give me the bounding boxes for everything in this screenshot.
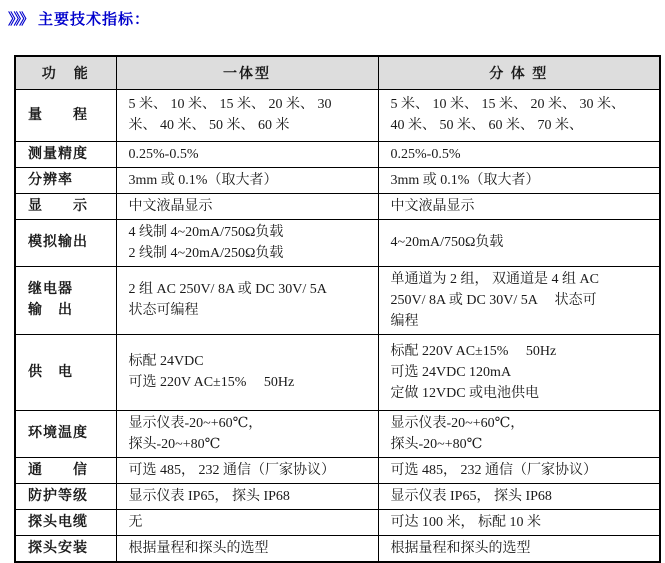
row-label-text: 通 信 xyxy=(28,462,88,478)
cell-text: 探头-20~+80℃ xyxy=(128,436,221,452)
cell-text: 标配 24VDC xyxy=(128,354,204,369)
row-label-text: 探头电缆 xyxy=(28,514,88,530)
cell-split xyxy=(378,457,660,483)
cell-text: 可选 24VDC 120mA xyxy=(390,364,512,380)
row-label xyxy=(15,193,116,219)
cell-text: 探头-20~+80℃ xyxy=(390,436,483,452)
row-label-text: 量 程 xyxy=(28,107,88,123)
header-integrated: 一体型 xyxy=(116,56,378,89)
cell-integrated xyxy=(116,141,378,167)
cell-integrated xyxy=(116,410,378,457)
spec-table xyxy=(14,55,661,563)
cell-integrated xyxy=(116,89,378,141)
cell-text: 根据量程和探头的选型 xyxy=(390,540,531,556)
cell-text: 40 米、 50 米、 60 米、 70 米、 xyxy=(390,118,583,133)
cell-integrated xyxy=(116,483,378,509)
row-label-text: 模拟输出 xyxy=(28,235,88,250)
table-header-row xyxy=(15,56,660,89)
row-label-text: 显 示 xyxy=(28,198,88,214)
row-label xyxy=(15,509,116,535)
row-label xyxy=(15,219,116,266)
row-label xyxy=(15,410,116,457)
table-row-relay-output xyxy=(15,266,660,334)
row-label xyxy=(15,457,116,483)
cell-split xyxy=(378,193,660,219)
cell-text: 0.25%-0.5% xyxy=(128,146,199,162)
cell-integrated xyxy=(116,535,378,562)
cell-split xyxy=(378,266,660,334)
row-label xyxy=(15,334,116,410)
cell-text: 无 xyxy=(128,514,143,530)
row-label-text: 分辨率 xyxy=(28,172,73,188)
row-label-text: 测量精度 xyxy=(28,146,88,162)
row-label xyxy=(15,89,116,141)
cell-split xyxy=(378,89,660,141)
cell-text: 4~20mA/750Ω负载 xyxy=(390,235,504,250)
table-row-power-supply xyxy=(15,334,660,410)
cell-split xyxy=(378,535,660,562)
cell-text: 显示仪表-20~+60℃， xyxy=(390,415,525,431)
cell-text: 5 米、 10 米、 15 米、 20 米、 30 xyxy=(128,97,332,112)
cell-split xyxy=(378,509,660,535)
cell-split xyxy=(378,410,660,457)
table-row-ambient-temp xyxy=(15,410,660,457)
cell-text: 5 米、 10 米、 15 米、 20 米、 30 米、 xyxy=(390,97,625,112)
cell-integrated xyxy=(116,219,378,266)
table-row-accuracy xyxy=(15,141,660,167)
cell-text: 单通道为 2 组， 双通道是 4 组 AC xyxy=(390,271,599,287)
page-title-text: 主要技术指标： xyxy=(38,12,151,28)
row-label xyxy=(15,141,116,167)
table-row-resolution xyxy=(15,167,660,193)
cell-integrated xyxy=(116,509,378,535)
row-label-text: 继电器 xyxy=(28,282,73,297)
cell-integrated xyxy=(116,193,378,219)
header-split: 分 体 型 xyxy=(378,56,660,89)
cell-split xyxy=(378,334,660,410)
cell-text: 250V/ 8A 或 DC 30V/ 5A 状态可 xyxy=(390,292,597,308)
row-label xyxy=(15,266,116,334)
cell-text: 0.25%-0.5% xyxy=(390,146,461,162)
cell-text: 2 组 AC 250V/ 8A 或 DC 30V/ 5A xyxy=(128,282,327,297)
table-row-communication xyxy=(15,457,660,483)
cell-integrated xyxy=(116,167,378,193)
cell-text: 2 线制 4~20mA/250Ω负载 xyxy=(128,245,284,261)
table-row-probe-cable xyxy=(15,509,660,535)
cell-text: 3mm 或 0.1%（取大者） xyxy=(128,172,278,188)
cell-text: 可选 485， 232 通信（厂家协议） xyxy=(390,462,597,478)
cell-split xyxy=(378,141,660,167)
table-row-protection-rating xyxy=(15,483,660,509)
cell-split xyxy=(378,219,660,266)
cell-integrated xyxy=(116,457,378,483)
page-title xyxy=(8,9,665,31)
table-row-display xyxy=(15,193,660,219)
cell-text: 状态可编程 xyxy=(128,303,199,318)
cell-text: 可达 100 米， 标配 10 米 xyxy=(390,514,541,530)
cell-text: 可选 220V AC±15% 50Hz xyxy=(128,375,295,390)
cell-text: 4 线制 4~20mA/750Ω负载 xyxy=(128,224,284,240)
cell-text: 显示仪表 IP65， 探头 IP68 xyxy=(390,488,552,504)
row-label-text: 供 电 xyxy=(28,364,73,380)
row-label xyxy=(15,535,116,562)
cell-text: 标配 220V AC±15% 50Hz xyxy=(390,343,557,359)
cell-text: 编程 xyxy=(390,313,419,329)
triple-chevron-icon: 》》》 xyxy=(8,12,33,28)
header-function: 功 能 xyxy=(15,56,116,89)
cell-integrated xyxy=(116,334,378,410)
cell-integrated xyxy=(116,266,378,334)
cell-text: 根据量程和探头的选型 xyxy=(128,540,269,556)
cell-text: 米、 40 米、 50 米、 60 米 xyxy=(128,118,290,133)
row-label-text: 输 出 xyxy=(28,303,73,318)
cell-split xyxy=(378,167,660,193)
cell-text: 3mm 或 0.1%（取大者） xyxy=(390,172,540,188)
cell-text: 可选 485， 232 通信（厂家协议） xyxy=(128,462,335,478)
cell-text: 中文液晶显示 xyxy=(390,198,475,214)
cell-text: 定做 12VDC 或电池供电 xyxy=(390,385,540,401)
row-label-text: 环境温度 xyxy=(28,426,88,441)
table-row-analog-output xyxy=(15,219,660,266)
row-label xyxy=(15,167,116,193)
row-label xyxy=(15,483,116,509)
row-label-text: 探头安装 xyxy=(28,540,88,556)
cell-text: 显示仪表 IP65， 探头 IP68 xyxy=(128,488,290,504)
row-label-text: 防护等级 xyxy=(28,488,88,504)
table-row-probe-installation xyxy=(15,535,660,562)
cell-split xyxy=(378,483,660,509)
table-row-range xyxy=(15,89,660,141)
cell-text: 中文液晶显示 xyxy=(128,198,213,214)
cell-text: 显示仪表-20~+60℃， xyxy=(128,415,263,431)
